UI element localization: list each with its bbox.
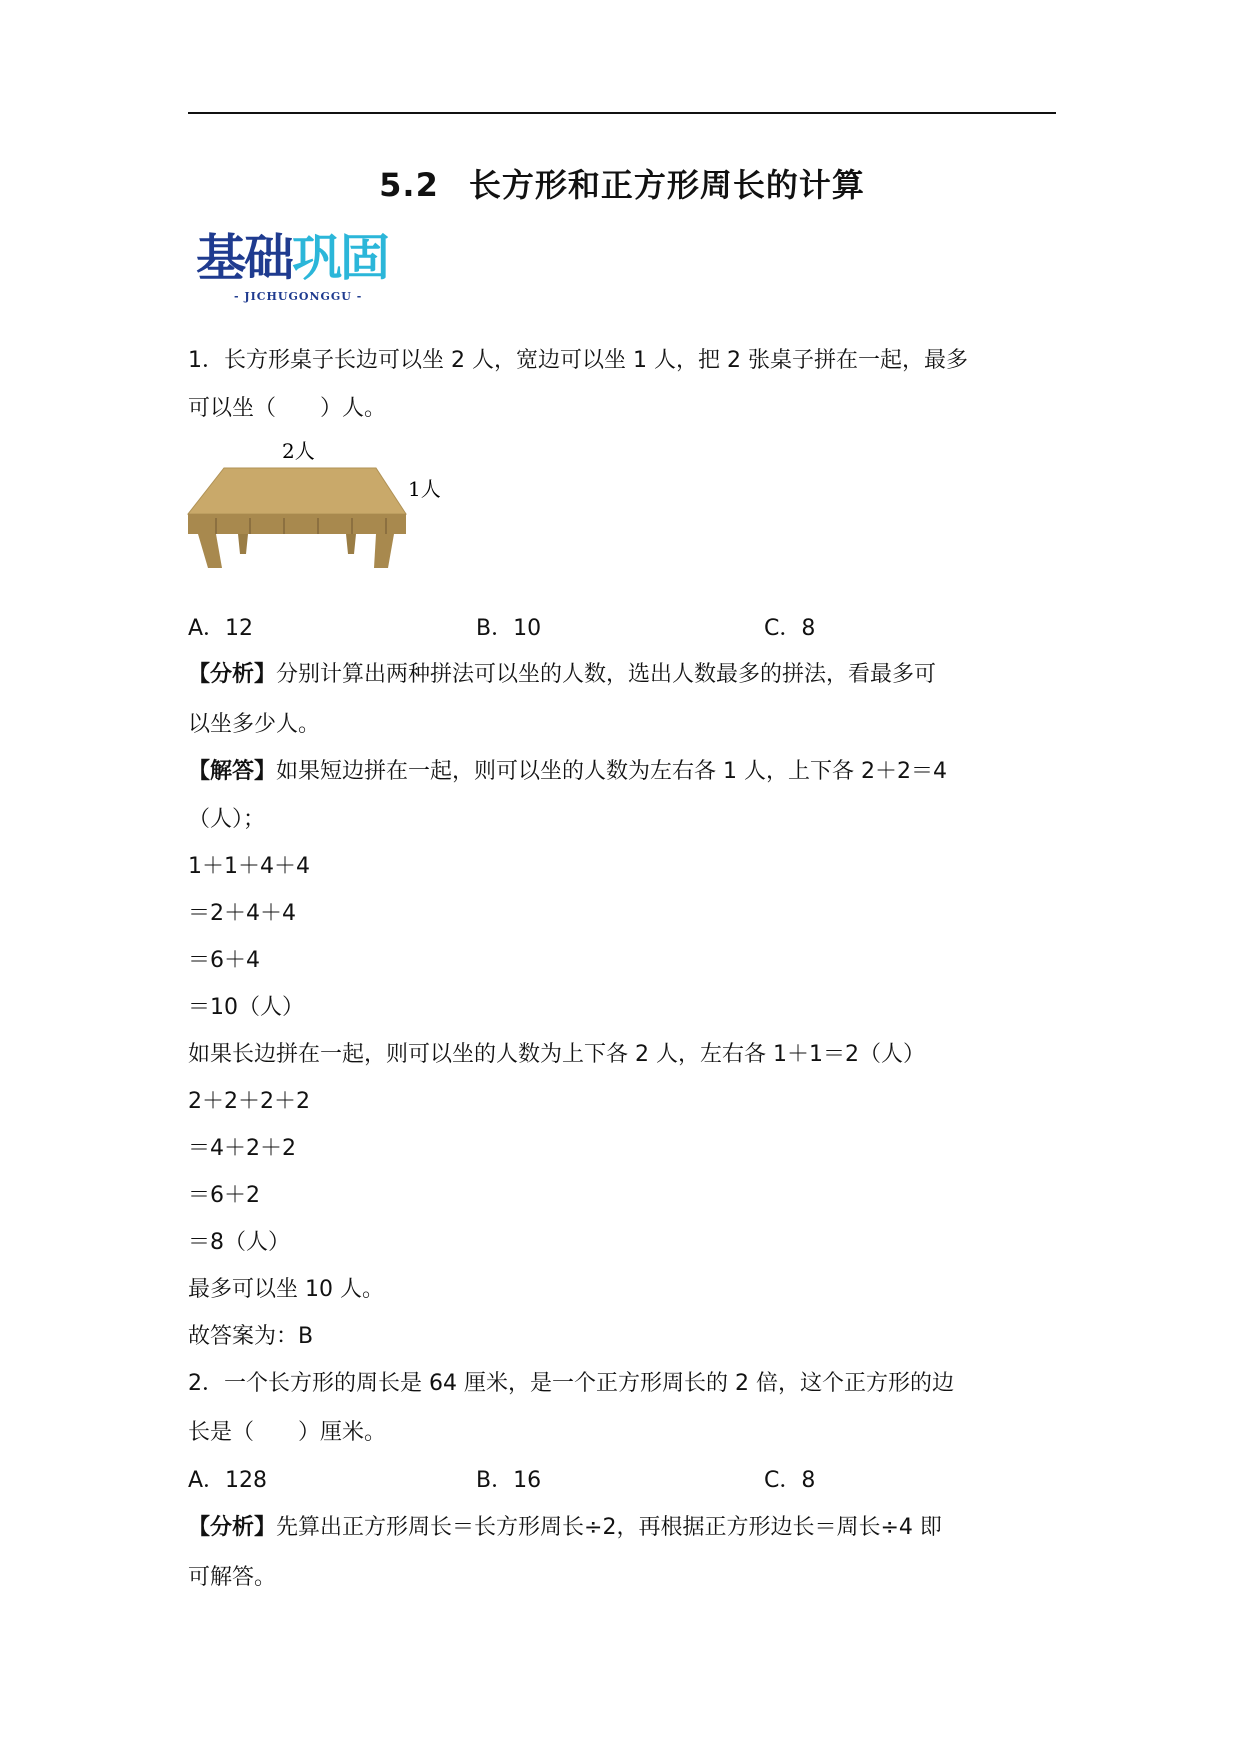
q1-answer-line1 xyxy=(188,757,947,787)
figure-top-label: 2人 xyxy=(282,439,315,463)
table-illustration xyxy=(186,438,456,573)
table-top xyxy=(188,468,406,514)
q1-calc1-step1: 1＋1＋4＋4 xyxy=(188,854,310,879)
q1-analysis-line2: 以坐多少人。 xyxy=(188,712,321,737)
page-title xyxy=(188,160,1056,206)
q1-analysis-tag: 【分析】 xyxy=(188,662,277,687)
table-leg-left xyxy=(198,534,222,568)
q1-answer-line3: 如果长边拼在一起，则可以坐的人数为上下各 2 人，左右各 1＋1＝2（人） xyxy=(188,1042,925,1067)
q2-line1: 2．一个长方形的周长是 64 厘米，是一个正方形周长的 2 倍，这个正方形的边 xyxy=(188,1371,954,1396)
header-rule xyxy=(188,112,1056,114)
q1-answer-line2: （人）； xyxy=(188,807,266,832)
table-image xyxy=(186,438,456,573)
q1-calc2-step1: 2＋2＋2＋2 xyxy=(188,1089,310,1114)
table-apron xyxy=(188,514,406,534)
q1-calc2-step3: ＝6＋2 xyxy=(188,1183,260,1208)
q2-analysis-text: 先算出正方形周长＝长方形周长÷2，再根据正方形边长＝周长÷4 即 xyxy=(276,1515,942,1540)
q1-calc1-step3: ＝6＋4 xyxy=(188,948,260,973)
q1-option-c: C．8 xyxy=(764,616,816,641)
q2-analysis-tag: 【分析】 xyxy=(188,1515,277,1540)
banner-part2: 巩固 xyxy=(292,229,388,287)
q1-calc1-step4: ＝10（人） xyxy=(188,995,304,1020)
title-number: 5.2 xyxy=(379,166,439,204)
banner-subtitle: - JICHUGONGGU - xyxy=(234,290,363,303)
q2-line2: 长是（ ）厘米。 xyxy=(188,1420,387,1445)
q1-option-b: B．10 xyxy=(476,616,542,641)
q1-option-a: A．12 xyxy=(188,616,254,641)
banner-part1: 基础 xyxy=(196,229,292,287)
figure-side-label: 1人 xyxy=(408,477,441,501)
q2-option-b: B．16 xyxy=(476,1468,542,1493)
table-leg-back-right xyxy=(346,534,356,554)
table-leg-right xyxy=(374,534,394,568)
q2-analysis-line1 xyxy=(188,1513,942,1543)
q2-option-a: A．128 xyxy=(188,1468,268,1493)
q1-answer-tag: 【解答】 xyxy=(188,759,277,784)
q1-analysis-text: 分别计算出两种拼法可以坐的人数，选出人数最多的拼法，看最多可 xyxy=(276,662,937,687)
q1-conclusion: 最多可以坐 10 人。 xyxy=(188,1277,384,1302)
q1-line1: 1．长方形桌子长边可以坐 2 人，宽边可以坐 1 人，把 2 张桌子拼在一起，最多 xyxy=(188,348,968,373)
q1-calc1-step2: ＝2＋4＋4 xyxy=(188,901,296,926)
q1-line2: 可以坐（ ）人。 xyxy=(188,396,387,421)
q1-analysis-line1 xyxy=(188,660,936,690)
title-text: 长方形和正方形周长的计算 xyxy=(468,166,865,204)
section-banner xyxy=(196,230,416,310)
q1-answer-text: 如果短边拼在一起，则可以坐的人数为左右各 1 人，上下各 2＋2＝4 xyxy=(276,759,947,784)
q2-analysis-line2: 可解答。 xyxy=(188,1565,277,1590)
q1-calc2-step2: ＝4＋2＋2 xyxy=(188,1136,296,1161)
q1-final-answer: 故答案为：B xyxy=(188,1324,314,1349)
table-leg-back-left xyxy=(238,534,248,554)
q2-option-c: C．8 xyxy=(764,1468,816,1493)
q1-calc2-step4: ＝8（人） xyxy=(188,1230,290,1255)
